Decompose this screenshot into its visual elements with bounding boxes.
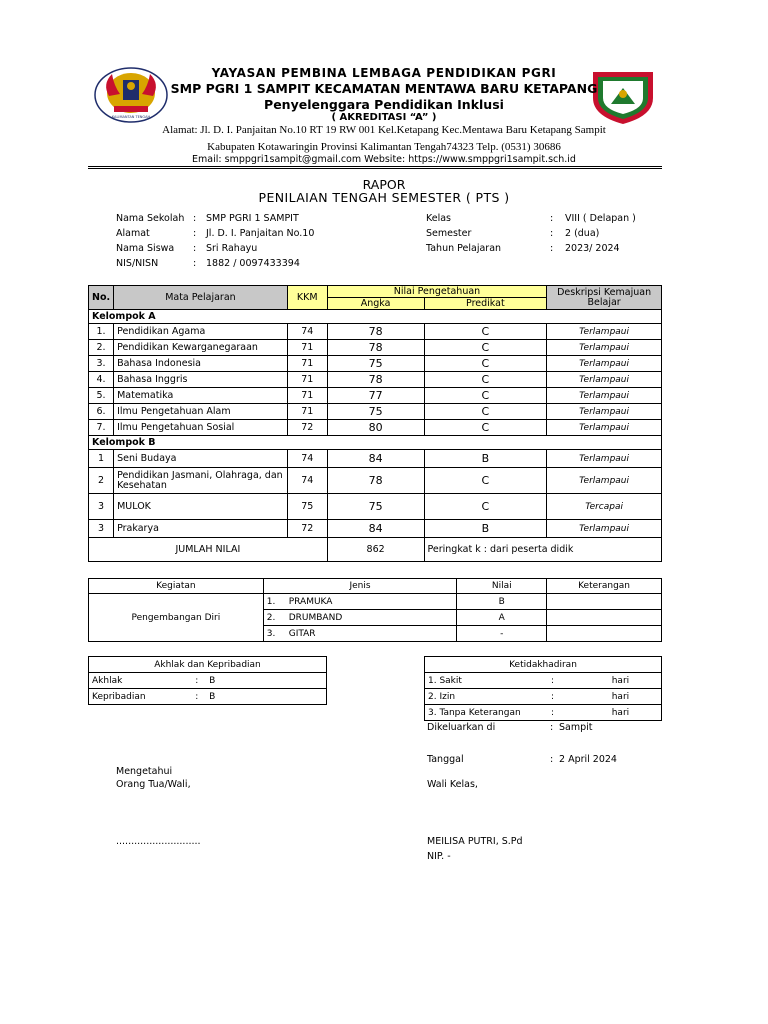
accreditation-label: ( AKREDITASI “A” )	[331, 112, 437, 123]
header-rule-2	[88, 168, 662, 169]
info-label: Nama Sekolah	[116, 213, 185, 224]
col-desc: Deskripsi Kemajuan Belajar	[547, 286, 662, 310]
row-desc: Tercapai	[547, 494, 662, 520]
row-predicate: C	[424, 420, 547, 436]
row-no: 7.	[89, 420, 114, 436]
table-row	[89, 420, 662, 436]
attendance-label: 2. Izin	[425, 689, 548, 705]
date-sep: :	[550, 754, 554, 765]
table-row	[425, 689, 662, 705]
character-sep: :	[192, 673, 206, 689]
info-label: Semester	[426, 228, 472, 239]
activity-type	[263, 594, 457, 610]
info-sep: :	[193, 258, 197, 269]
table-row	[425, 673, 662, 689]
row-score: 78	[327, 324, 424, 340]
table-row	[89, 372, 662, 388]
group-a-label: Kelompok A	[89, 310, 662, 324]
row-score: 75	[327, 494, 424, 520]
row-subject: Prakarya	[114, 520, 288, 538]
info-label: NIS/NISN	[116, 258, 159, 269]
row-subject: Matematika	[114, 388, 288, 404]
character-label: Akhlak	[89, 673, 193, 689]
activity-type	[263, 626, 457, 642]
teacher-nip: NIP. -	[427, 851, 451, 862]
row-score: 78	[327, 372, 424, 388]
attendance-sep: :	[548, 705, 582, 721]
row-subject: Pendidikan Kewarganegaraan	[114, 340, 288, 356]
row-desc: Terlampaui	[547, 468, 662, 494]
row-score: 78	[327, 340, 424, 356]
row-score: 77	[327, 388, 424, 404]
report-subtitle: PENILAIAN TENGAH SEMESTER ( PTS )	[258, 190, 510, 205]
row-predicate: C	[424, 372, 547, 388]
col-knowledge: Nilai Pengetahuan	[327, 286, 546, 298]
row-no: 3.	[89, 356, 114, 372]
issued-sep: :	[550, 722, 554, 733]
activity-no: 2.	[266, 612, 276, 623]
total-value: 862	[327, 538, 424, 562]
row-score: 84	[327, 450, 424, 468]
row-desc: Terlampaui	[547, 520, 662, 538]
foundation-name: YAYASAN PEMBINA LEMBAGA PENDIDIKAN PGRI	[211, 66, 557, 80]
table-row	[89, 356, 662, 372]
row-predicate: C	[424, 340, 547, 356]
attendance-unit: hari	[582, 673, 662, 689]
row-desc: Terlampaui	[547, 372, 662, 388]
activity-no: 3.	[266, 628, 276, 639]
rank-text: Peringkat k : dari peserta didik	[424, 538, 662, 562]
row-kkm: 72	[287, 420, 327, 436]
info-label: Kelas	[426, 213, 452, 224]
school-contact: Email: smppgri1sampit@gmail.com Website: https://www.smppgri1sampit.sch.id	[192, 154, 576, 165]
info-sep: :	[550, 243, 554, 254]
attendance-label: 3. Tanpa Keterangan	[425, 705, 548, 721]
row-kkm: 75	[287, 494, 327, 520]
row-kkm: 71	[287, 356, 327, 372]
col-no: No.	[89, 286, 114, 310]
table-row	[89, 324, 662, 340]
attendance-label: 1. Sakit	[425, 673, 548, 689]
activity-no: 1.	[266, 596, 276, 607]
extracurricular-table	[88, 578, 662, 642]
row-no: 3	[89, 520, 114, 538]
grades-table	[88, 285, 662, 562]
row-predicate: B	[424, 520, 547, 538]
row-predicate: C	[424, 356, 547, 372]
row-desc: Terlampaui	[547, 324, 662, 340]
activity-type-name: DRUMBAND	[288, 612, 343, 623]
row-no: 6.	[89, 404, 114, 420]
row-predicate: C	[424, 324, 547, 340]
activity-score: A	[457, 610, 547, 626]
row-kkm: 71	[287, 340, 327, 356]
attendance-unit: hari	[582, 689, 662, 705]
info-value: Jl. D. I. Panjaitan No.10	[206, 228, 315, 239]
row-kkm: 74	[287, 450, 327, 468]
date-label: Tanggal	[427, 754, 464, 765]
character-title: Akhlak dan Kepribadian	[89, 657, 327, 673]
table-row	[89, 494, 662, 520]
row-desc: Terlampaui	[547, 388, 662, 404]
info-label: Alamat	[116, 228, 150, 239]
table-row	[89, 450, 662, 468]
col-type: Jenis	[263, 579, 457, 594]
activity-type	[263, 610, 457, 626]
parent-label: Orang Tua/Wali,	[116, 779, 191, 790]
total-row	[89, 538, 662, 562]
row-no: 2	[89, 468, 114, 494]
col-score: Nilai	[457, 579, 547, 594]
row-subject: Pendidikan Agama	[114, 324, 288, 340]
activity-note	[547, 610, 662, 626]
acknowledge-label: Mengetahui	[116, 766, 173, 777]
character-value: B	[206, 673, 326, 689]
row-predicate: C	[424, 404, 547, 420]
activity-score: B	[457, 594, 547, 610]
table-row	[89, 689, 327, 705]
row-predicate: C	[424, 388, 547, 404]
header-rule	[88, 166, 662, 167]
row-subject: MULOK	[114, 494, 288, 520]
info-label: Nama Siswa	[116, 243, 175, 254]
col-score: Angka	[327, 298, 424, 310]
school-name: SMP PGRI 1 SAMPIT KECAMATAN MENTAWA BARU KETAPANG	[170, 81, 598, 96]
info-label: Tahun Pelajaran	[426, 243, 502, 254]
row-no: 2.	[89, 340, 114, 356]
character-label: Kepribadian	[89, 689, 193, 705]
activity-type-name: PRAMUKA	[288, 596, 333, 607]
row-kkm: 74	[287, 468, 327, 494]
teacher-name: MEILISA PUTRI, S.Pd	[427, 836, 523, 847]
row-desc: Terlampaui	[547, 420, 662, 436]
row-no: 1.	[89, 324, 114, 340]
table-row	[89, 468, 662, 494]
row-predicate: C	[424, 468, 547, 494]
character-sep: :	[192, 689, 206, 705]
col-note: Keterangan	[547, 579, 662, 594]
school-address: Alamat: Jl. D. I. Panjaitan No.10 RT 19 RW 001 Kel.Ketapang Kec.Mentawa Baru Ketapang Sampit	[162, 124, 606, 136]
activity-note	[547, 626, 662, 642]
row-kkm: 72	[287, 520, 327, 538]
activity-note	[547, 594, 662, 610]
attendance-sep: :	[548, 689, 582, 705]
info-sep: :	[193, 228, 197, 239]
table-row	[89, 594, 662, 610]
attendance-table	[424, 656, 662, 721]
col-subject: Mata Pelajaran	[114, 286, 288, 310]
col-predicate: Predikat	[424, 298, 547, 310]
info-sep: :	[193, 213, 197, 224]
row-subject: Ilmu Pengetahuan Sosial	[114, 420, 288, 436]
table-row	[425, 705, 662, 721]
date-value: 2 April 2024	[559, 754, 617, 765]
table-row	[89, 340, 662, 356]
row-score: 80	[327, 420, 424, 436]
row-kkm: 71	[287, 388, 327, 404]
col-activity: Kegiatan	[89, 579, 264, 594]
row-no: 5.	[89, 388, 114, 404]
row-predicate: B	[424, 450, 547, 468]
row-desc: Terlampaui	[547, 404, 662, 420]
report-title: RAPOR	[362, 177, 406, 192]
attendance-title: Ketidakhadiran	[425, 657, 662, 673]
info-sep: :	[550, 228, 554, 239]
activity-type-name: GITAR	[288, 628, 316, 639]
info-value: Sri Rahayu	[206, 243, 258, 254]
row-no: 3	[89, 494, 114, 520]
info-sep: :	[550, 213, 554, 224]
group-b-label: Kelompok B	[89, 436, 662, 450]
row-kkm: 71	[287, 372, 327, 388]
info-value: VIII ( Delapan )	[565, 213, 636, 224]
activity-score: -	[457, 626, 547, 642]
row-no: 4.	[89, 372, 114, 388]
attendance-unit: hari	[582, 705, 662, 721]
info-value: 2 (dua)	[565, 228, 600, 239]
row-no: 1	[89, 450, 114, 468]
row-kkm: 71	[287, 404, 327, 420]
school-address-2: Kabupaten Kotawaringin Provinsi Kalimantan Tengah74323 Telp. (0531) 30686	[207, 141, 561, 153]
row-kkm: 74	[287, 324, 327, 340]
info-sep: :	[193, 243, 197, 254]
row-subject: Seni Budaya	[114, 450, 288, 468]
row-desc: Terlampaui	[547, 450, 662, 468]
row-subject: Ilmu Pengetahuan Alam	[114, 404, 288, 420]
character-value: B	[206, 689, 326, 705]
total-label: JUMLAH NILAI	[89, 538, 328, 562]
row-desc: Terlampaui	[547, 340, 662, 356]
row-desc: Terlampaui	[547, 356, 662, 372]
row-subject: Pendidikan Jasmani, Olahraga, dan Kesehatan	[114, 468, 288, 494]
col-kkm: KKM	[287, 286, 327, 310]
homeroom-label: Wali Kelas,	[427, 779, 478, 790]
table-row	[89, 388, 662, 404]
attendance-sep: :	[548, 673, 582, 689]
row-score: 78	[327, 468, 424, 494]
row-subject: Bahasa Indonesia	[114, 356, 288, 372]
row-subject: Bahasa Inggris	[114, 372, 288, 388]
info-value: 1882 / 0097433394	[206, 258, 300, 269]
inclusive-label: Penyelenggara Pendidikan Inklusi	[264, 97, 504, 112]
row-predicate: C	[424, 494, 547, 520]
issued-label: Dikeluarkan di	[427, 722, 496, 733]
row-score: 75	[327, 404, 424, 420]
activity-name: Pengembangan Diri	[89, 594, 264, 642]
row-score: 84	[327, 520, 424, 538]
character-table	[88, 656, 327, 705]
table-row	[89, 673, 327, 689]
info-value: 2023/ 2024	[565, 243, 620, 254]
table-row	[89, 404, 662, 420]
info-value: SMP PGRI 1 SAMPIT	[206, 213, 299, 224]
table-row	[89, 520, 662, 538]
row-score: 75	[327, 356, 424, 372]
issued-value: Sampit	[559, 722, 593, 733]
parent-signature-line: ............................	[116, 836, 201, 847]
logo-caption: KALIMANTAN TENGAH	[111, 115, 151, 119]
